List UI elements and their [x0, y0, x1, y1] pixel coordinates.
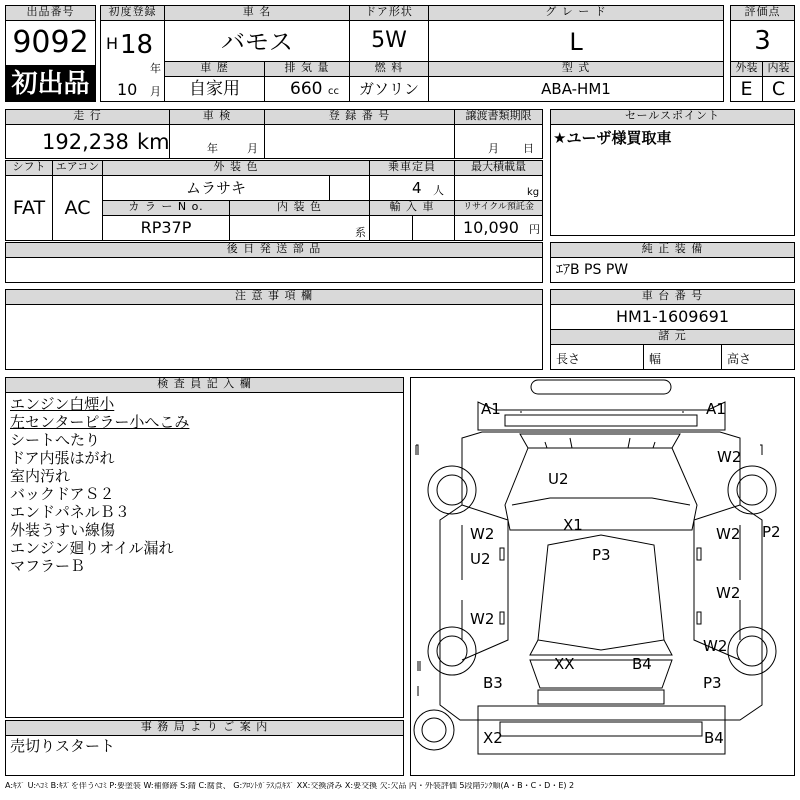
score-label: 評価点: [730, 5, 795, 21]
car-name-label: 車 名: [164, 5, 350, 21]
displacement: 660: [290, 79, 323, 99]
interior-color-unit: 系: [355, 226, 366, 239]
history-label: 車 歴: [164, 61, 265, 77]
spec-label: 諸 元: [550, 329, 795, 345]
genuine-equipment: ｴｱB PS PW: [556, 262, 629, 278]
inspector-note: シートへたり: [10, 431, 101, 449]
inspection-year-unit: 年: [207, 142, 218, 155]
caution-label: 注 意 事 項 欄: [5, 289, 543, 305]
mark-w2-left-rear-door: W2: [470, 610, 495, 628]
inspector-note: エンジン白煙小: [10, 395, 115, 413]
mark-b3: B3: [483, 674, 503, 692]
mileage: 192,238: [42, 130, 129, 154]
inspection-month-unit: 月: [247, 142, 258, 155]
air-conditioner: AC: [64, 197, 91, 219]
chassis-number: HM1-1609691: [615, 307, 730, 326]
lot-number: 9092: [12, 25, 89, 60]
door-label: ドア形状: [349, 5, 429, 21]
grade: L: [569, 28, 583, 56]
car-name: バモス: [221, 28, 293, 56]
color-code: RP37P: [140, 218, 192, 237]
legend: A:ｷｽﾞ U:ﾍｺﾐ B:ｷｽﾞを伴うﾍｺﾐ P:要塗装 W:補修跡 S:錆 C:腐食、 G:ﾌﾛﾝﾄｶﾞﾗｽ点ｷｽﾞ XX:交換済み X:要交換 欠:欠品 内・外装評価 5段階ﾗﾝｸ順(A・B・C・D・E) 2: [5, 782, 575, 790]
inspection-label: 車 検: [169, 109, 265, 125]
mark-x2: X2: [483, 729, 503, 747]
exterior-color: ムラサキ: [185, 179, 246, 197]
model-label: 型 式: [428, 61, 724, 77]
color-code-label: カ ラ ー N o.: [102, 200, 230, 216]
later-parts-label: 後 日 発 送 部 品: [5, 242, 543, 258]
chassis-number-label: 車 台 番 号: [550, 289, 795, 305]
inspector-notes-label: 検 査 員 記 入 欄: [5, 377, 404, 393]
recycle-unit: 円: [529, 223, 540, 236]
genuine-equipment-label: 純 正 装 備: [550, 242, 795, 258]
transfer-month-unit: 月: [488, 142, 499, 155]
mark-a1-left: A1: [481, 400, 501, 418]
first-listing-badge: 初出品: [5, 66, 96, 102]
mark-w2-right-front: W2: [717, 448, 742, 466]
exterior-label: 外装: [730, 61, 763, 77]
ac-label: エアコン: [52, 160, 103, 176]
mark-w2-right-rear-door: W2: [716, 584, 741, 602]
first-reg-month: 10: [117, 80, 138, 99]
reg-number-label: 登 録 番 号: [264, 109, 455, 125]
capacity-label: 乗車定員: [369, 160, 455, 176]
mark-p2: P2: [762, 523, 781, 541]
year-unit: 年: [150, 62, 161, 75]
transfer-day-unit: 日: [523, 142, 534, 155]
recycle-label: リサイクル預託金: [454, 200, 543, 216]
spec-width-label: 幅: [649, 352, 662, 366]
mark-b4-bumper: B4: [704, 729, 724, 747]
exterior-color-label: 外 装 色: [102, 160, 370, 176]
capacity-unit: 人: [433, 184, 444, 197]
inspector-note: 左センターピラー小へこみ: [10, 413, 190, 431]
spec-height-label: 高さ: [727, 352, 752, 366]
spec-length-label: 長さ: [556, 352, 581, 366]
import-label: 輸 入 車: [369, 200, 455, 216]
shift: FAT: [12, 197, 46, 219]
lot-number-label: 出品番号: [5, 5, 96, 21]
mark-p3-rear: P3: [703, 674, 722, 692]
mark-p3-center: P3: [592, 546, 611, 564]
selling-point: ★ユーザ様買取車: [553, 129, 672, 147]
inspector-note: バックドアＳ２: [10, 485, 115, 503]
mark-b4-rear: B4: [632, 655, 652, 673]
mark-u2-top: U2: [548, 470, 569, 488]
displacement-unit: cc: [328, 86, 339, 97]
score: 3: [754, 26, 771, 56]
mileage-unit: km: [137, 130, 170, 154]
fuel-label: 燃 料: [349, 61, 429, 77]
fuel: ガソリン: [358, 80, 419, 98]
interior-grade: C: [771, 78, 786, 100]
displacement-label: 排 気 量: [264, 61, 350, 77]
inspector-note: マフラーＢ: [10, 557, 86, 575]
inspector-note: エンジン廻りオイル漏れ: [10, 539, 174, 557]
office-notice-label: 事 務 局 よ り ご 案 内: [5, 720, 404, 736]
max-load-unit: kg: [527, 187, 540, 198]
inspector-note: 外装うすい線傷: [10, 521, 116, 539]
mark-w2-right-rear: W2: [703, 637, 728, 655]
inspector-note: エンドパネルＢ３: [10, 503, 130, 521]
recycle-fee: 10,090: [463, 218, 519, 237]
era: H: [106, 34, 119, 53]
month-unit: 月: [150, 85, 161, 98]
transfer-deadline-label: 譲渡書類期限: [454, 109, 543, 125]
mark-w2-right-front-door: W2: [716, 525, 741, 543]
first-reg-label: 初度登録: [100, 5, 165, 21]
inspector-note: 室内汚れ: [10, 467, 71, 485]
max-load-label: 最大積載量: [454, 160, 543, 176]
capacity: 4: [412, 179, 422, 197]
interior-label: 内装: [762, 61, 795, 77]
first-reg-year: 18: [120, 30, 154, 60]
history: 自家用: [189, 79, 240, 99]
shift-label: シフト: [5, 160, 53, 176]
grade-label: グ レ ー ド: [428, 5, 724, 21]
mileage-label: 走 行: [5, 109, 170, 125]
mark-xx: XX: [554, 655, 575, 673]
interior-color-label: 内 装 色: [229, 200, 370, 216]
mark-a1-right: A1: [706, 400, 726, 418]
mark-x1: X1: [563, 516, 583, 534]
office-message: 売切りスタート: [10, 737, 116, 755]
inspector-note: ドア内張はがれ: [10, 449, 115, 467]
selling-point-label: セールスポイント: [550, 109, 795, 125]
exterior-grade: E: [740, 78, 753, 100]
model-code: ABA-HM1: [541, 80, 611, 98]
mark-u2-left-front-door: U2: [470, 550, 491, 568]
door-type: 5W: [371, 28, 407, 53]
mark-w2-left-front-door: W2: [470, 525, 495, 543]
